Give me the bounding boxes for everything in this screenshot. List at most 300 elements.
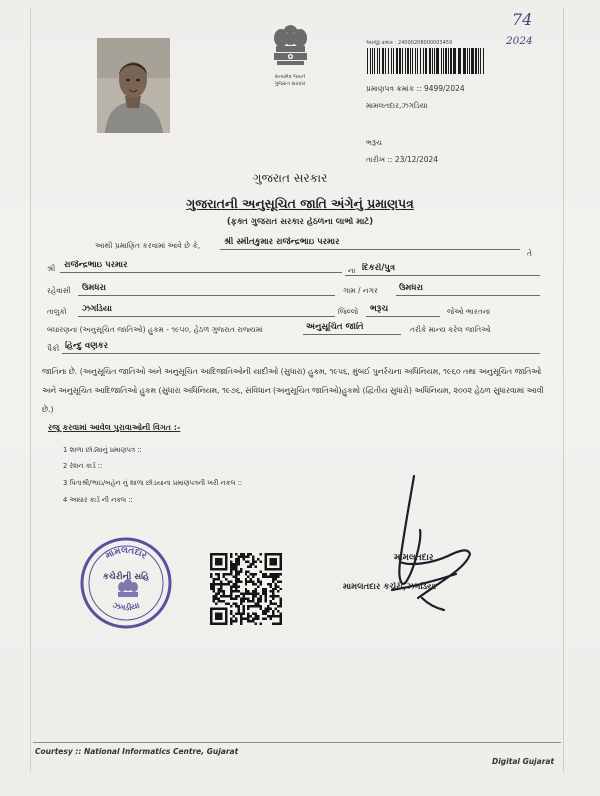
barcode-bar <box>412 48 413 74</box>
qr-module <box>235 573 237 575</box>
qr-module <box>267 608 269 610</box>
qr-module <box>212 600 214 602</box>
qr-module <box>235 620 237 622</box>
qr-module <box>252 598 254 600</box>
qr-module <box>230 595 232 597</box>
qr-module <box>270 608 272 610</box>
qr-module <box>257 580 259 582</box>
barcode-bar <box>429 48 431 74</box>
qr-module <box>230 593 232 595</box>
barcode-bar <box>471 48 474 74</box>
qr-module <box>245 598 247 600</box>
qr-module <box>270 600 272 602</box>
qr-module <box>235 570 237 572</box>
qr-module <box>260 583 262 585</box>
qr-module <box>242 618 244 620</box>
qr-module <box>215 560 217 562</box>
qr-module <box>230 570 232 572</box>
qr-module <box>240 568 242 570</box>
qr-module <box>250 615 252 617</box>
qr-module <box>240 613 242 615</box>
qr-module <box>220 590 222 592</box>
qr-module <box>237 578 239 580</box>
qr-module <box>242 553 244 555</box>
qr-module <box>260 608 262 610</box>
qr-module <box>220 595 222 597</box>
qr-module <box>262 613 264 615</box>
qr-module <box>222 595 224 597</box>
qr-module <box>267 575 269 577</box>
qr-module <box>230 580 232 582</box>
qr-module <box>265 560 267 562</box>
qr-module <box>235 565 237 567</box>
qr-module <box>272 560 274 562</box>
qr-module <box>222 623 224 625</box>
handwritten-number: 74 <box>512 10 533 29</box>
qr-module <box>240 593 242 595</box>
qr-module <box>252 613 254 615</box>
qr-module <box>217 615 219 617</box>
qr-module <box>237 613 239 615</box>
village-label: ગામ / નગર <box>343 286 378 295</box>
qr-module <box>230 610 232 612</box>
qr-module <box>280 560 282 562</box>
qr-module <box>252 600 254 602</box>
district-label: જિલ્લો <box>338 307 359 316</box>
certification-intro: આથી પ્રમાણિત કરવામાં આવે છે કે, <box>95 241 201 250</box>
qr-module <box>215 598 217 600</box>
qr-module <box>235 553 237 555</box>
qr-module <box>237 605 239 607</box>
qr-module <box>230 560 232 562</box>
qr-module <box>245 580 247 582</box>
qr-module <box>257 578 259 580</box>
qr-module <box>252 573 254 575</box>
barcode-bar <box>467 48 468 74</box>
qr-module <box>257 603 259 605</box>
barcode-bar <box>483 48 484 74</box>
footer-courtesy: Courtesy :: National Informatics Centre, Gujarat <box>35 747 239 756</box>
barcode-bar <box>453 48 456 74</box>
qr-module <box>220 618 222 620</box>
barcode-bar <box>405 48 406 74</box>
qr-module <box>280 620 282 622</box>
qr-module <box>272 573 274 575</box>
qr-module <box>252 593 254 595</box>
qr-module <box>247 620 249 622</box>
qr-module <box>215 595 217 597</box>
qr-module <box>232 563 234 565</box>
qr-module <box>232 590 234 592</box>
qr-module <box>267 610 269 612</box>
qr-module <box>210 565 212 567</box>
qr-module <box>272 553 274 555</box>
qr-module <box>275 583 277 585</box>
taluka-value: ઝગડિયા <box>82 304 112 314</box>
qr-module <box>220 580 222 582</box>
qr-module <box>270 615 272 617</box>
qr-module <box>210 555 212 557</box>
application-number: અરજી ક્રમાંક : 24000208000003459 <box>366 40 453 46</box>
qr-module <box>265 553 267 555</box>
qr-module <box>240 603 242 605</box>
qr-module <box>255 613 257 615</box>
qr-module <box>220 583 222 585</box>
qr-module <box>222 573 224 575</box>
qr-module <box>220 588 222 590</box>
category-value: અનુસૂચિત જાતિ <box>306 322 364 332</box>
qr-module <box>225 595 227 597</box>
barcode-bar <box>441 48 442 74</box>
qr-module <box>255 595 257 597</box>
qr-module <box>267 568 269 570</box>
official-seal <box>78 535 174 631</box>
qr-module <box>275 575 277 577</box>
qr-module <box>252 560 254 562</box>
qr-module <box>280 603 282 605</box>
qr-module <box>235 585 237 587</box>
applicant-name: શ્રી સ્મીતકુમાર રાજેન્દ્રભાઇ પરમાર <box>224 237 340 247</box>
qr-module <box>275 603 277 605</box>
qr-module <box>232 575 234 577</box>
qr-module <box>230 588 232 590</box>
seal-top-text: મામલતદાર <box>104 545 149 562</box>
qr-module <box>235 560 237 562</box>
qr-module <box>275 558 277 560</box>
qr-module <box>275 585 277 587</box>
barcode-bar <box>463 48 466 74</box>
qr-module <box>272 603 274 605</box>
certificate-number: પ્રમાણપત્ર ક્રમાંક :: 9499/2024 <box>366 84 465 93</box>
qr-module <box>230 555 232 557</box>
qr-module <box>240 553 242 555</box>
qr-module <box>280 573 282 575</box>
qr-module <box>235 613 237 615</box>
qr-module <box>270 583 272 585</box>
qr-module <box>277 610 279 612</box>
qr-module <box>210 575 212 577</box>
qr-module <box>230 553 232 555</box>
qr-module <box>217 590 219 592</box>
qr-module <box>242 595 244 597</box>
qr-module <box>210 618 212 620</box>
qr-module <box>225 623 227 625</box>
qr-module <box>265 568 267 570</box>
qr-module <box>210 620 212 622</box>
qr-module <box>215 613 217 615</box>
qr-module <box>215 618 217 620</box>
qr-module <box>252 620 254 622</box>
qr-module <box>222 553 224 555</box>
qr-module <box>255 573 257 575</box>
barcode-bar <box>379 48 380 74</box>
qr-module <box>225 555 227 557</box>
qr-module <box>235 598 237 600</box>
qr-module <box>252 555 254 557</box>
qr-module <box>232 615 234 617</box>
qr-module <box>272 610 274 612</box>
qr-module <box>255 618 257 620</box>
qr-module <box>210 588 212 590</box>
qr-module <box>225 573 227 575</box>
qr-module <box>217 563 219 565</box>
qr-module <box>245 570 247 572</box>
qr-module <box>272 578 274 580</box>
qr-module <box>235 603 237 605</box>
qr-module <box>267 605 269 607</box>
qr-module <box>275 553 277 555</box>
barcode-bar <box>420 48 421 74</box>
qr-module <box>280 605 282 607</box>
qr-module <box>210 553 212 555</box>
taluka-label: તાલુકો <box>47 307 67 316</box>
barcode-bar <box>434 48 435 74</box>
qr-module <box>212 590 214 592</box>
qr-module <box>265 610 267 612</box>
evidence-item: 3 પિતાશ્રી/ભાઇ/બહેન નું શાળા છોડયાના પ્રમાણપત્રની ખરી નકલ :: <box>63 479 243 487</box>
qr-module <box>227 580 229 582</box>
qr-module <box>217 600 219 602</box>
qr-module <box>245 560 247 562</box>
qr-module <box>237 560 239 562</box>
qr-module <box>237 610 239 612</box>
qr-module <box>227 595 229 597</box>
svg-text:મામલતદાર <box>104 546 149 562</box>
qr-module <box>227 583 229 585</box>
svg-text:ઝગડીયા <box>111 601 140 613</box>
qr-module <box>247 590 249 592</box>
qr-module <box>210 615 212 617</box>
barcode-bar <box>388 48 389 74</box>
qr-module <box>260 595 262 597</box>
qr-module <box>250 605 252 607</box>
among-label: પૈકી <box>47 344 60 353</box>
barcode-bar <box>396 48 398 74</box>
qr-module <box>222 593 224 595</box>
father-name: રાજેન્દ્રભાઇ પરમાર <box>64 260 128 270</box>
qr-module <box>262 590 264 592</box>
barcode-bar <box>407 48 409 74</box>
qr-module <box>272 598 274 600</box>
qr-module <box>225 558 227 560</box>
qr-module <box>267 583 269 585</box>
barcode-bar <box>372 48 373 74</box>
qr-module <box>250 553 252 555</box>
qr-module <box>212 608 214 610</box>
qr-module <box>275 568 277 570</box>
footer-brand: Digital Gujarat <box>492 757 555 766</box>
qr-module <box>225 565 227 567</box>
qr-module <box>277 580 279 582</box>
qr-module <box>230 618 232 620</box>
qr-module <box>260 600 262 602</box>
qr-module <box>250 593 252 595</box>
qr-module <box>230 605 232 607</box>
qr-module <box>277 623 279 625</box>
government-heading: ગુજરાત સરકાર <box>252 171 328 185</box>
qr-module <box>230 613 232 615</box>
qr-module <box>210 568 212 570</box>
qr-module <box>272 588 274 590</box>
qr-module <box>260 605 262 607</box>
qr-module <box>215 558 217 560</box>
evidence-item: 1 શાળા છોડ્યાનું પ્રમાણપત્ર :: <box>63 446 142 454</box>
qr-module <box>230 563 232 565</box>
qr-module <box>265 555 267 557</box>
emblem-motto: સત્યમેવ જયતે <box>274 74 306 80</box>
qr-module <box>247 593 249 595</box>
qr-module <box>272 593 274 595</box>
qr-module <box>235 590 237 592</box>
barcode-bar <box>415 48 416 74</box>
qr-module <box>217 618 219 620</box>
qr-module <box>270 568 272 570</box>
qr-module <box>270 590 272 592</box>
qr-module <box>237 580 239 582</box>
qr-module <box>212 585 214 587</box>
qr-module <box>210 608 212 610</box>
qr-module <box>210 560 212 562</box>
qr-module <box>270 560 272 562</box>
qr-module <box>257 593 259 595</box>
qr-module <box>220 615 222 617</box>
qr-module <box>225 578 227 580</box>
qr-module <box>252 575 254 577</box>
qr-module <box>220 613 222 615</box>
qr-module <box>212 578 214 580</box>
qr-module <box>230 585 232 587</box>
qr-module <box>257 615 259 617</box>
qr-module <box>210 623 212 625</box>
qr-module <box>267 553 269 555</box>
qr-module <box>280 598 282 600</box>
qr-module <box>240 555 242 557</box>
qr-module <box>280 615 282 617</box>
qr-module <box>275 560 277 562</box>
qr-module <box>232 583 234 585</box>
qr-module <box>210 573 212 575</box>
qr-module <box>252 595 254 597</box>
qr-module <box>245 573 247 575</box>
barcode-bar <box>475 48 477 74</box>
qr-module <box>215 578 217 580</box>
qr-module <box>275 573 277 575</box>
qr-module <box>215 603 217 605</box>
footer-divider <box>33 742 561 743</box>
qr-module <box>265 558 267 560</box>
barcode-bar <box>399 48 401 74</box>
qr-module <box>235 580 237 582</box>
qr-module <box>230 568 232 570</box>
qr-module <box>240 600 242 602</box>
qr-module <box>227 603 229 605</box>
qr-module <box>225 603 227 605</box>
qr-module <box>212 553 214 555</box>
qr-module <box>280 580 282 582</box>
qr-module <box>225 583 227 585</box>
qr-module <box>247 580 249 582</box>
page-subtitle: (ફક્ત ગુજરાત સરકાર હેઠળના લાભો માટે) <box>226 217 374 227</box>
qr-module <box>272 623 274 625</box>
qr-module <box>225 568 227 570</box>
qr-module <box>277 585 279 587</box>
qr-module <box>255 603 257 605</box>
qr-module <box>242 613 244 615</box>
qr-module <box>237 555 239 557</box>
qr-module <box>252 605 254 607</box>
qr-module <box>237 563 239 565</box>
qr-code <box>210 553 282 625</box>
qr-module <box>215 593 217 595</box>
qr-module <box>217 593 219 595</box>
barcode-bar <box>478 48 479 74</box>
qr-module <box>232 565 234 567</box>
relation-value: દિકરો/પુત્ર <box>362 263 396 273</box>
qr-module <box>277 573 279 575</box>
qr-module <box>275 595 277 597</box>
qr-module <box>215 623 217 625</box>
residence-label: રહેવાસી <box>47 286 71 295</box>
qr-module <box>257 585 259 587</box>
qr-module <box>217 578 219 580</box>
qr-module <box>245 583 247 585</box>
qr-module <box>265 613 267 615</box>
qr-module <box>247 565 249 567</box>
qr-module <box>217 568 219 570</box>
qr-module <box>280 555 282 557</box>
qr-module <box>255 583 257 585</box>
qr-module <box>245 590 247 592</box>
qr-module <box>220 600 222 602</box>
qr-module <box>270 585 272 587</box>
issuing-office: મામલતદાર,ઝગડિયા <box>366 101 428 110</box>
qr-module <box>235 605 237 607</box>
qr-module <box>272 580 274 582</box>
village-value: ઉમધરા <box>399 283 424 293</box>
qr-module <box>232 603 234 605</box>
qr-module <box>212 580 214 582</box>
qr-module <box>247 618 249 620</box>
qr-module <box>265 600 267 602</box>
district-value: ભરૂચ <box>370 304 389 314</box>
qr-module <box>280 568 282 570</box>
qr-module <box>240 570 242 572</box>
qr-module <box>220 608 222 610</box>
qr-module <box>280 565 282 567</box>
qr-module <box>237 595 239 597</box>
qr-module <box>275 588 277 590</box>
qr-module <box>265 593 267 595</box>
qr-module <box>225 553 227 555</box>
qr-module <box>255 590 257 592</box>
qr-module <box>277 553 279 555</box>
qr-module <box>220 585 222 587</box>
signatory-office: મામલતદાર કચેરી,ઝગડિયા <box>343 582 437 592</box>
qr-module <box>270 563 272 565</box>
qr-module <box>215 568 217 570</box>
barcode-bar <box>370 48 371 74</box>
qr-module <box>275 623 277 625</box>
evidence-item: 2 રેશન કાર્ડ :: <box>63 462 103 470</box>
qr-module <box>230 573 232 575</box>
emblem-label: ગુજરાત સરકાર <box>274 81 306 87</box>
qr-module <box>237 558 239 560</box>
qr-module <box>260 570 262 572</box>
qr-module <box>210 563 212 565</box>
barcode-bar <box>448 48 449 74</box>
qr-module <box>245 578 247 580</box>
qr-module <box>212 588 214 590</box>
